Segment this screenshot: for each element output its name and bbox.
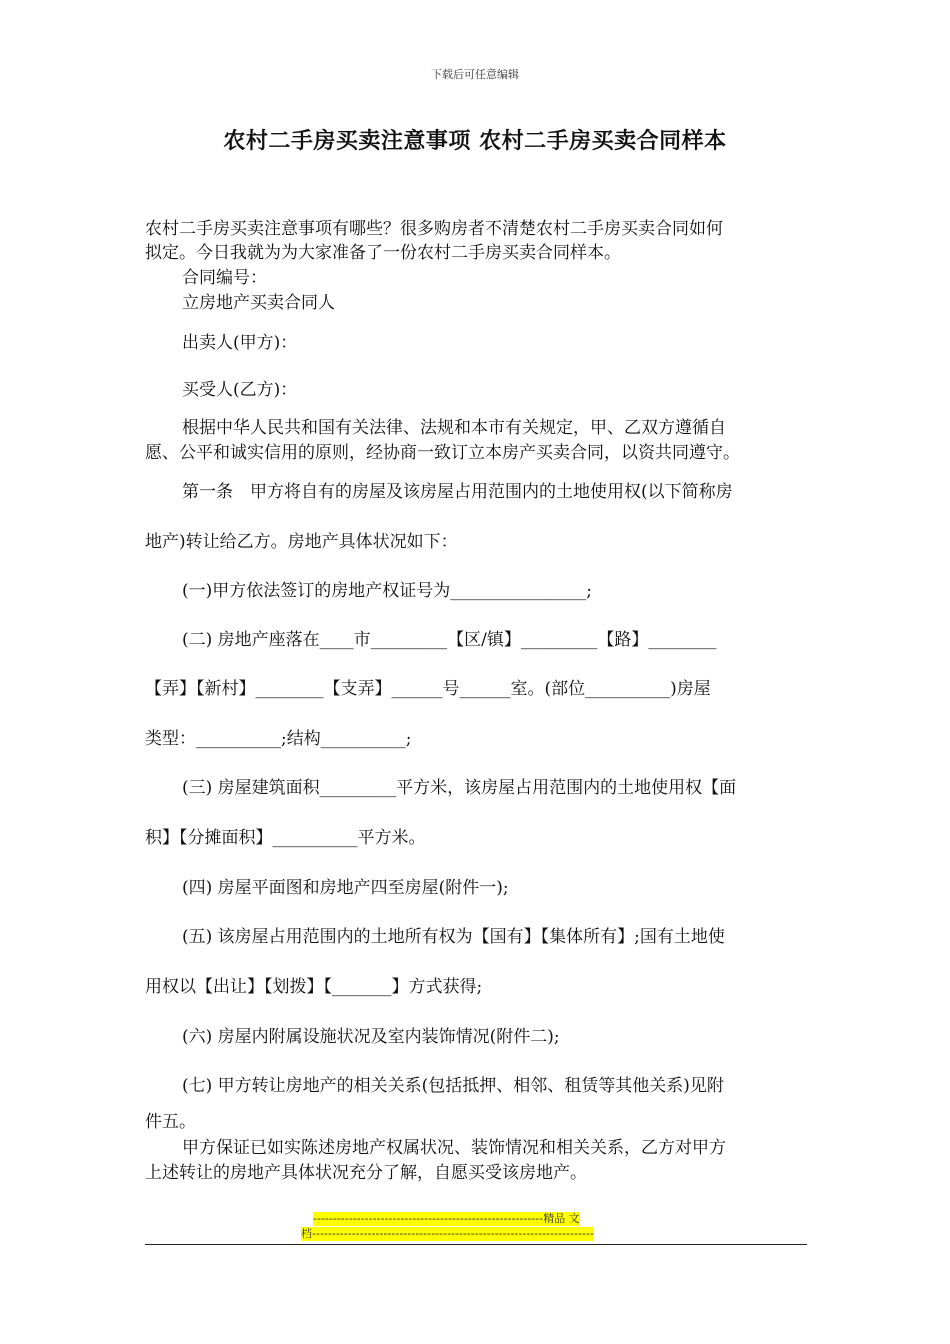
article-1-line-2: 地产)转让给乙方。房地产具体状况如下：	[145, 532, 458, 552]
intro-line-2: 拟定。今日我就为为大家准备了一份农村二手房买卖合同样本。	[145, 243, 621, 263]
buyer-label: 买受人(乙方)：	[182, 380, 298, 400]
preamble-line-2: 愿、公平和诚实信用的原则，经协商一致订立本房产买卖合同，以资共同遵守。	[145, 443, 740, 463]
footer-divider	[145, 1244, 807, 1245]
article-1-line-1: 第一条 甲方将自有的房屋及该房屋占用范围内的土地使用权(以下简称房	[182, 482, 733, 502]
clause-6: (六) 房屋内附属设施状况及室内装饰情况(附件二);	[182, 1027, 560, 1047]
clause-4: (四) 房屋平面图和房地产四至房屋(附件一);	[182, 878, 509, 898]
contract-parties-label: 立房地产买卖合同人	[182, 293, 335, 313]
clause-1: (一)甲方依法签订的房地产权证号为________________;	[182, 581, 592, 601]
clause-7-line-1: (七) 甲方转让房地产的相关关系(包括抵押、相邻、租赁等其他关系)见附	[182, 1076, 724, 1096]
contract-number-label: 合同编号：	[182, 268, 267, 288]
preamble-line-1: 根据中华人民共和国有关法律、法规和本市有关规定，甲、乙双方遵循自	[182, 418, 726, 438]
document-title: 农村二手房买卖注意事项 农村二手房买卖合同样本	[223, 128, 727, 154]
clause-2-line-1: (二) 房地产座落在____市_________【区/镇】_________【路】________	[182, 630, 717, 650]
guarantee-line-1: 甲方保证已如实陈述房地产权属状况、装饰情况和相关关系，乙方对甲方	[182, 1138, 726, 1158]
clause-3-line-1: (三) 房屋建筑面积_________平方米，该房屋占用范围内的土地使用权【面	[182, 778, 737, 798]
clause-5-line-2: 用权以【出让】【划拨】【_______】方式获得;	[145, 977, 483, 997]
seller-label: 出卖人(甲方)：	[182, 333, 298, 353]
clause-7-line-2: 件五。	[145, 1112, 196, 1132]
footer-watermark-line-2: 档-----------------------------------------------------------------------	[301, 1227, 594, 1240]
guarantee-line-2: 上述转让的房地产具体状况充分了解，自愿买受该房地产。	[145, 1163, 587, 1183]
footer-watermark-line-1: ----------------------------------------------------------精品 文	[313, 1212, 580, 1225]
clause-3-line-2: 积】【分摊面积】__________平方米。	[145, 828, 426, 848]
header-note: 下载后可任意编辑	[431, 68, 519, 81]
clause-2-line-2: 【弄】【新村】________【支弄】______号______室。(部位__________)房屋	[145, 679, 711, 699]
clause-2-line-3: 类型：__________;结构__________;	[145, 729, 412, 749]
intro-line-1: 农村二手房买卖注意事项有哪些？很多购房者不清楚农村二手房买卖合同如何	[145, 219, 723, 239]
clause-5-line-1: (五) 该房屋占用范围内的土地所有权为【国有】【集体所有】;国有土地使	[182, 927, 725, 947]
